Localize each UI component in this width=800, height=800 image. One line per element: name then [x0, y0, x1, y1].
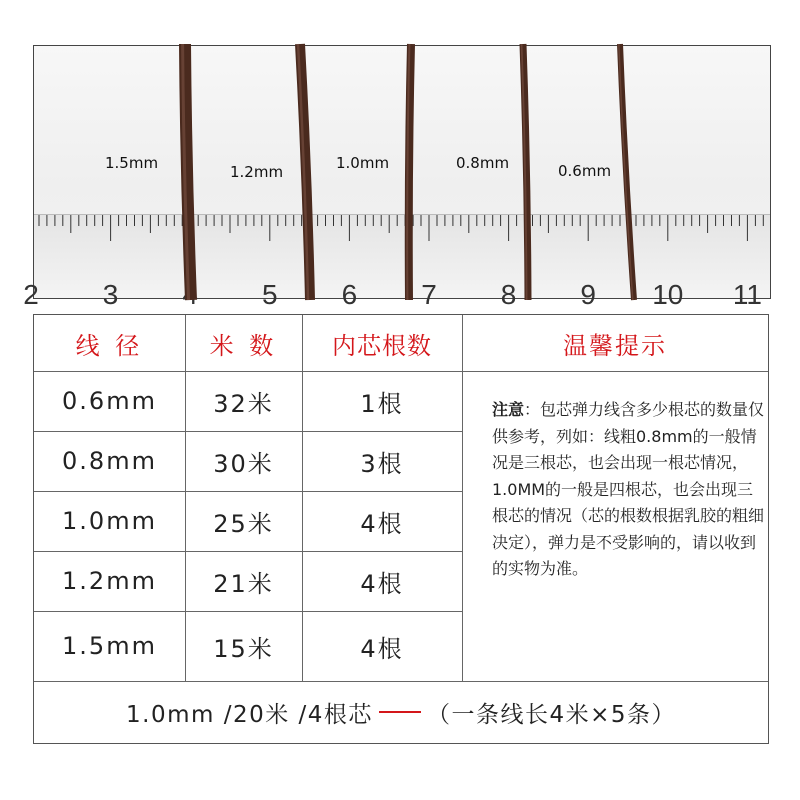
- ruler-image: [23, 214, 770, 310]
- row-1-cores: 3根: [360, 449, 404, 478]
- ruler-number: 5: [262, 279, 278, 310]
- row-0-diameter: 0.6mm: [62, 387, 157, 415]
- summary-spec: 1.0mm /20米 /4根芯: [126, 701, 373, 728]
- cord-label-1-0mm: 1.0mm: [336, 154, 390, 172]
- row-0-cores: 1根: [360, 389, 404, 418]
- ruler-number: 2: [23, 279, 39, 310]
- row-1-diameter: 0.8mm: [62, 447, 157, 475]
- cord-label-1-5mm: 1.5mm: [105, 154, 159, 172]
- note-title: 注意: [492, 400, 525, 419]
- row-1-length: 30米: [213, 449, 274, 478]
- tips-note: [492, 397, 768, 583]
- row-2-cores: 4根: [360, 509, 404, 538]
- cord-label-1-2mm: 1.2mm: [230, 163, 284, 181]
- ruler-number: 4: [182, 279, 198, 310]
- row-2-length: 25米: [213, 509, 274, 538]
- package-summary: [34, 681, 768, 743]
- product-photo: [23, 45, 771, 310]
- cord-label-0-8mm: 0.8mm: [456, 154, 510, 172]
- ruler-number: 3: [102, 279, 119, 310]
- ruler-number: 7: [421, 279, 437, 310]
- ruler-number: 10: [652, 279, 684, 310]
- row-0-length: 32米: [213, 389, 274, 418]
- ruler-number: 8: [500, 279, 517, 310]
- header-diameter: 线 径: [75, 331, 144, 360]
- note-body: ：包芯弹力线含多少根芯的数量仅供参考，列如：线粗0.8mm的一般情况是三根芯，也会出现一根芯情况，1.0MM的一般是四根芯，也会出现三根芯的情况（芯的根数根据乳胶的粗细决定），弹力是不受影响的，请以收到的实物为准。: [492, 400, 765, 578]
- row-3-cores: 4根: [360, 569, 404, 598]
- ruler-number: 11: [732, 279, 762, 310]
- row-2-diameter: 1.0mm: [62, 507, 157, 535]
- elastic-cord-image: [23, 46, 770, 310]
- ruler-number: 6: [341, 279, 358, 310]
- spec-table: [33, 314, 769, 744]
- header-core-count: 内芯根数: [332, 331, 432, 360]
- row-3-length: 21米: [213, 569, 274, 598]
- row-4-cores: 4根: [360, 634, 404, 663]
- summary-dash: [379, 711, 421, 713]
- cord-label-0-6mm: 0.6mm: [558, 162, 612, 180]
- row-4-length: 15米: [213, 634, 274, 663]
- header-tips: 温馨提示: [563, 331, 667, 360]
- ruler-number: 9: [580, 279, 596, 310]
- row-3-diameter: 1.2mm: [62, 567, 157, 595]
- header-length: 米 数: [209, 331, 278, 360]
- summary-quantity: （一条线长4米×5条）: [426, 701, 676, 728]
- row-4-diameter: 1.5mm: [62, 632, 157, 660]
